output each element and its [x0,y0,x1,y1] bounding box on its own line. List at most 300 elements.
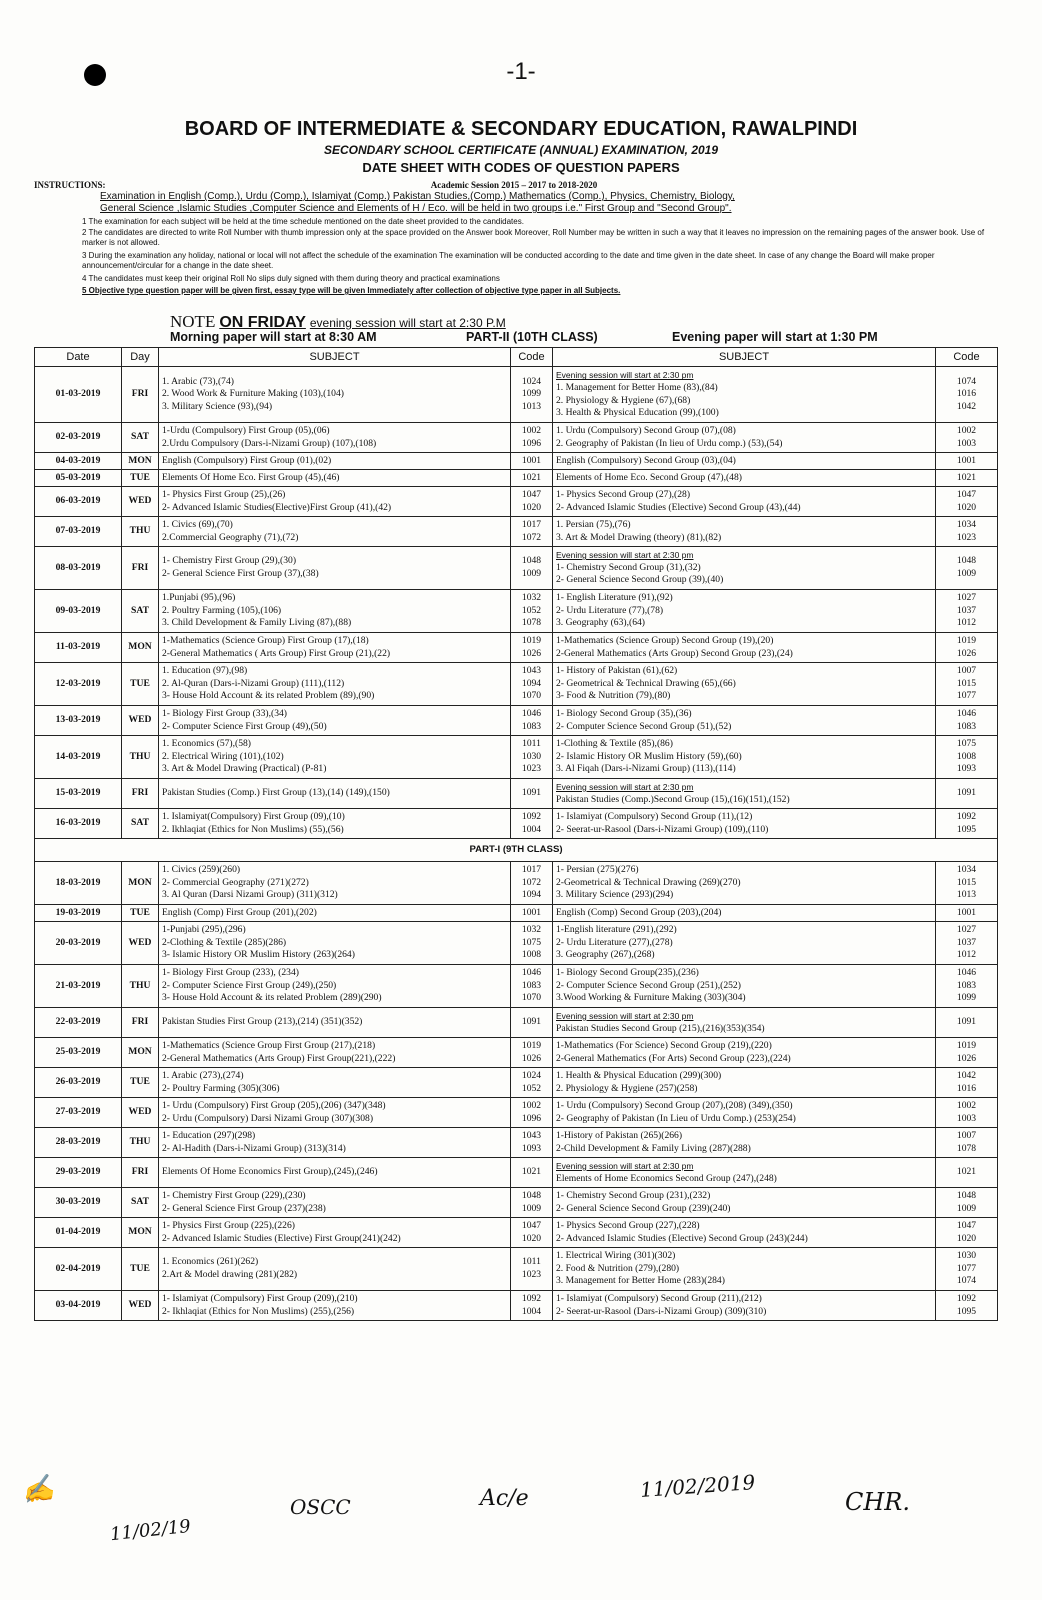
note-prefix: NOTE [170,312,216,331]
table-row [35,633,998,663]
evening-code: 1048 [956,1189,977,1201]
morning-code: 1021 [521,1166,542,1178]
evening-subject-cell [553,453,936,470]
evening-subject-line: 3.Wood Working & Furniture Making (303)(304) [556,992,746,1004]
morning-subject-line: 1- Physics First Group (225),(226) [162,1219,295,1231]
morning-code-cell [511,633,553,663]
morning-code-cell [511,965,553,1008]
morning-code: 1023 [521,1269,542,1280]
signature-chr: CHR. [845,1488,910,1516]
instructions-label: INSTRUCTIONS: [34,180,106,190]
morning-subject-line: 2- General Science First Group (37),(38) [162,568,319,579]
morning-subject-cell [159,470,511,487]
evening-subject-line: 3- Food & Nutrition (79),(80) [556,690,671,702]
morning-code: 1043 [521,665,542,677]
evening-subject-line: 2. Physiology & Hygiene (67),(68) [556,394,691,406]
evening-code: 1012 [956,617,977,629]
evening-subject-line: 1- Chemistry Second Group (31),(32) [556,561,701,573]
evening-code: 1019 [956,1039,977,1051]
evening-subject-line: 1- Persian (275)(276) [556,864,639,876]
morning-subject-line: 1- Biology First Group (33),(34) [162,707,287,719]
evening-code: 1034 [956,518,977,530]
evening-code: 1042 [956,1069,977,1081]
morning-code: 1093 [521,1142,542,1154]
morning-subject-line: 1- Chemistry First Group (29),(30) [162,555,297,567]
morning-code: 1001 [521,454,542,466]
morning-subject-cell [159,809,511,839]
evening-code: 1016 [956,1082,977,1094]
note-highlight: ON FRIDAY [219,314,306,331]
morning-code-cell [511,1098,553,1128]
day-cell: FRI [122,1158,159,1188]
evening-subject-cell [553,517,936,547]
morning-code-cell [511,1291,553,1321]
evening-subject-line: English (Comp) Second Group (203),(204) [556,906,722,918]
evening-subject-line: Evening session will start at 2:30 pm [556,1010,694,1021]
evening-subject-line: 3. Art & Model Drawing (theory) (81),(82) [556,531,722,543]
morning-subject-line: 3. Military Science (93),(94) [162,400,273,412]
evening-code-cell [936,922,998,965]
evening-code-cell [936,547,998,590]
day-cell: MON [122,1038,159,1068]
evening-subject-line: 2- Urdu Literature (277),(278) [556,936,673,948]
morning-subject-cell [159,1218,511,1248]
morning-code-cell [511,862,553,905]
date-cell: 04-03-2019 [35,453,122,470]
evening-code: 1027 [956,924,977,936]
morning-code: 1020 [521,1232,542,1244]
evening-subject-line: Pakistan Studies (Comp.)Second Group (15),(16)(151),(152) [556,793,790,805]
morning-code: 1052 [521,1082,542,1094]
morning-subject-cell [159,1188,511,1218]
evening-code-cell [936,1291,998,1321]
morning-subject-line: 2.Commercial Geography (71),(72) [162,531,299,543]
evening-subject-line: 2. Food & Nutrition (279),(280) [556,1262,680,1274]
evening-subject-cell [553,663,936,706]
evening-subject-cell [553,1008,936,1038]
morning-subject-cell [159,706,511,736]
table-row [35,922,998,965]
instruction-5: 5 Objective type question paper will be given first, essay type will be given Immediately after collection of objective type paper in all Subjects. [82,286,621,295]
morning-code-cell [511,779,553,809]
morning-subject-cell [159,905,511,922]
morning-code-cell [511,809,553,839]
date-cell: 28-03-2019 [35,1128,122,1158]
evening-subject-line: 1-English literature (291),(292) [556,924,677,936]
table-row [35,1218,998,1248]
morning-code: 1091 [521,787,542,799]
day-cell: SAT [122,809,159,839]
evening-subject-line: Elements of Home Economics Second Group (247),(248) [556,1172,777,1184]
morning-code: 1092 [521,1292,542,1304]
table-row [35,517,998,547]
evening-subject-cell [553,779,936,809]
evening-subject-cell [553,547,936,590]
evening-subject-line: 2- Islamic History OR Muslim History (59),(60) [556,750,742,762]
evening-subject-line: 1-Clothing & Textile (85),(86) [556,738,673,750]
morning-code: 1094 [521,889,542,901]
evening-code: 1009 [956,1202,977,1214]
morning-subject-line: 2.Urdu Compulsory (Dars-i-Nizami Group) (107),(108) [162,437,377,449]
evening-subject-line: 3. Al Fiqah (Dars-i-Nizami Group) (113),(114) [556,763,736,775]
evening-subject-line: 2. Physiology & Hygiene (257)(258) [556,1082,698,1094]
morning-subject-line: 2- Advanced Islamic Studies (Elective) First Group(241)(242) [162,1232,401,1244]
morning-subject-line: 1-Urdu (Compulsory) First Group (05),(06) [162,424,330,436]
evening-subject-line: 1-Mathematics (For Science) Second Group (219),(220) [556,1039,772,1051]
evening-subject-cell [553,1068,936,1098]
evening-code: 1030 [956,1250,977,1262]
evening-subject-cell [553,922,936,965]
table-row [35,1188,998,1218]
morning-subject-line: Elements Of Home Economics First Group),(245),(246) [162,1166,378,1178]
morning-code-cell [511,1218,553,1248]
morning-subject-cell [159,590,511,633]
evening-subject-line: 3. Military Science (293)(294) [556,889,674,901]
evening-code-cell [936,423,998,453]
morning-code-cell [511,517,553,547]
evening-code-cell [936,706,998,736]
morning-code: 1032 [521,592,542,604]
table-row [35,423,998,453]
evening-subject-line: 1- Biology Second Group(235),(236) [556,967,699,979]
date-cell: 20-03-2019 [35,922,122,965]
day-cell: TUE [122,663,159,706]
table-row [35,547,998,590]
morning-subject-line: 2- General Science First Group (237)(238) [162,1202,326,1214]
day-cell: FRI [122,367,159,423]
evening-code-cell [936,1158,998,1188]
morning-code-cell [511,547,553,590]
evening-subject-line: 2-General Mathematics (Arts Group) Second Group (23),(24) [556,647,793,659]
date-cell: 18-03-2019 [35,862,122,905]
day-cell: SAT [122,590,159,633]
morning-subject-line: 2.Art & Model drawing (281)(282) [162,1269,298,1280]
evening-subject-cell [553,736,936,779]
evening-subject-line: 1- Urdu (Compulsory) Second Group (207),(208) (349),(350) [556,1099,793,1111]
morning-code-cell [511,1068,553,1098]
date-header: Date [35,348,122,367]
morning-code: 1004 [521,1305,542,1317]
evening-subject-line: 1- Physics Second Group (227),(228) [556,1219,700,1231]
evening-code: 1093 [956,763,977,775]
morning-subject-cell [159,862,511,905]
morning-code-cell [511,470,553,487]
date-cell: 25-03-2019 [35,1038,122,1068]
morning-subject-cell [159,1098,511,1128]
evening-code: 1021 [956,1166,977,1178]
evening-subject-line: 1- History of Pakistan (61),(62) [556,665,678,677]
evening-subject-cell [553,965,936,1008]
signature-oscc: OSCC [290,1495,351,1519]
morning-subject-line: 2- Advanced Islamic Studies(Elective)First Group (41),(42) [162,501,392,513]
evening-code-cell [936,1038,998,1068]
date-cell: 07-03-2019 [35,517,122,547]
table-row [35,905,998,922]
date-cell: 27-03-2019 [35,1098,122,1128]
morning-code-cell [511,1158,553,1188]
evening-subject-cell [553,423,936,453]
evening-code-cell [936,736,998,779]
evening-subject-cell [553,487,936,517]
morning-subject-line: 2. Al-Quran (Dars-i-Nizami Group) (111),(112) [162,677,345,689]
morning-subject-line: 1- Islamiyat (Compulsory) First Group (209),(210) [162,1292,358,1304]
morning-subject-header: SUBJECT [159,348,511,367]
table-row [35,487,998,517]
table-row [35,862,998,905]
evening-code: 1027 [956,592,977,604]
table-row [35,1038,998,1068]
morning-code: 1011 [522,738,541,750]
signature-ace: Ac/e [480,1486,529,1511]
morning-subject-line: 2-Clothing & Textile (285)(286) [162,936,287,948]
evening-subject-line: 2- General Science Second Group (39),(40) [556,574,724,586]
evening-subject-line: 2-Geometrical & Technical Drawing (269)(270) [556,876,741,888]
morning-code-cell [511,736,553,779]
evening-code-cell [936,965,998,1008]
evening-subject-line: Evening session will start at 2:30 pm [556,781,694,792]
morning-subject-line: 2-General Mathematics ( Arts Group) First Group (21),(22) [162,647,391,659]
evening-code: 1015 [956,876,977,888]
part2-title: PART-II (10TH CLASS) [466,330,598,344]
morning-subject-cell [159,1128,511,1158]
evening-code: 1034 [956,864,977,876]
morning-code: 1048 [521,1189,542,1201]
evening-subject-line: 2- General Science Second Group (239)(240) [556,1202,731,1214]
evening-subject-cell [553,1128,936,1158]
evening-code-cell [936,517,998,547]
evening-code: 1092 [956,810,977,822]
evening-code: 1091 [956,787,977,799]
morning-subject-line: 1- Urdu (Compulsory) First Group (205),(206) (347)(348) [162,1099,386,1111]
morning-subject-line: 3- House Hold Account & its related Problem (289)(290) [162,992,382,1004]
evening-code-cell [936,590,998,633]
evening-subject-line: 1-Mathematics (Science Group) Second Group (19),(20) [556,634,774,646]
morning-subject-line: 1.Punjabi (95),(96) [162,592,236,604]
morning-subject-line: 1. Civics (69),(70) [162,518,233,530]
evening-code: 1099 [956,992,977,1004]
date-cell: 05-03-2019 [35,470,122,487]
friday-note [170,312,506,332]
date-cell: 01-03-2019 [35,367,122,423]
morning-code: 1092 [521,810,542,822]
morning-subject-line: Elements Of Home Eco. First Group (45),(46) [162,471,340,483]
part1-title: PART-I (9TH CLASS) [35,839,998,862]
morning-code-cell [511,367,553,423]
evening-subject-cell [553,1218,936,1248]
groups-line-2: General Science ,Islamic Studies ,Computer Science and Elements of H / Eco. will be held in two groups i.e." First Group and "Second Group". [100,203,732,214]
evening-subject-cell [553,1098,936,1128]
morning-subject-line: English (Comp) First Group (201),(202) [162,906,317,918]
morning-code: 1091 [521,1016,542,1028]
day-cell: FRI [122,779,159,809]
evening-code: 1012 [956,949,977,961]
morning-code-cell [511,1248,553,1291]
date-cell: 02-04-2019 [35,1248,122,1291]
evening-code: 1047 [956,488,977,500]
morning-code: 1043 [521,1129,542,1141]
date-cell: 21-03-2019 [35,965,122,1008]
morning-code-header: Code [511,348,553,367]
morning-code: 1017 [521,518,542,530]
instruction-4: 4 The candidates must keep their original Roll No slips duly signed with them during theory and practical examinations [82,274,500,283]
evening-code: 1020 [956,1232,977,1244]
morning-subject-cell [159,1008,511,1038]
morning-code: 1075 [521,936,542,948]
day-cell: THU [122,965,159,1008]
morning-subject-cell [159,1248,511,1291]
morning-subject-cell [159,453,511,470]
morning-subject-line: 1. Civics (259)(260) [162,864,241,876]
signature-urdu-1: ✍ [20,1472,57,1508]
evening-subject-line: 2- Urdu Literature (77),(78) [556,604,664,616]
date-cell: 16-03-2019 [35,809,122,839]
timing-bar [0,330,1042,346]
table-row [35,1158,998,1188]
morning-code: 1017 [521,864,542,876]
evening-subject-cell [553,1038,936,1068]
morning-code: 1004 [521,823,542,835]
morning-subject-line: 2- Al-Hadith (Dars-i-Nizami Group) (313)(314) [162,1142,346,1154]
day-cell: MON [122,1218,159,1248]
morning-code: 1083 [521,720,542,732]
table-row [35,590,998,633]
morning-subject-line: 2. Poultry Farming (105),(106) [162,604,282,616]
evening-subject-line: 2- Seerat-ur-Rasool (Dars-i-Nizami Group) (109),(110) [556,823,769,835]
evening-subject-cell [553,905,936,922]
evening-code: 1037 [956,936,977,948]
morning-subject-cell [159,663,511,706]
table-row [35,1128,998,1158]
table-header-row [35,348,998,367]
evening-subject-line: 1- Chemistry Second Group (231),(232) [556,1189,711,1201]
evening-code: 1007 [956,1129,977,1141]
evening-code-cell [936,1218,998,1248]
evening-code: 1074 [956,375,977,387]
morning-subject-line: 1- Biology First Group (233), (234) [162,967,299,979]
evening-subject-line: 1. Health & Physical Education (299)(300) [556,1069,722,1081]
morning-subject-line: 1-Mathematics (Science Group First Group (217),(218) [162,1039,376,1051]
table-row [35,1248,998,1291]
day-cell: TUE [122,470,159,487]
evening-subject-line: 1- Islamiyat (Compulsory) Second Group (211),(212) [556,1292,762,1304]
evening-code: 1001 [956,906,977,918]
morning-subject-line: 2- Poultry Farming (305)(306) [162,1082,280,1094]
evening-code-cell [936,862,998,905]
morning-code: 1020 [521,501,542,513]
morning-subject-line: 2- Commercial Geography (271)(272) [162,876,309,888]
day-cell: WED [122,922,159,965]
evening-code: 1002 [956,1099,977,1111]
evening-code-cell [936,663,998,706]
evening-code: 1095 [956,823,977,835]
morning-subject-cell [159,736,511,779]
morning-code: 1046 [521,707,542,719]
morning-code-cell [511,1188,553,1218]
evening-subject-line: 2- Geography of Pakistan (In Lieu of Urdu Comp.) (253)(254) [556,1112,796,1124]
morning-code: 1021 [521,471,542,483]
evening-code-cell [936,1068,998,1098]
evening-subject-line: 1. Electrical Wiring (301)(302) [556,1250,676,1262]
evening-code: 1042 [956,400,977,412]
table-row [35,453,998,470]
evening-subject-cell [553,1188,936,1218]
evening-subject-line: 2-Child Development & Family Living (287)(288) [556,1142,751,1154]
evening-subject-line: 2-General Mathematics (For Arts) Second Group (223),(224) [556,1052,791,1064]
morning-code: 1070 [521,992,542,1004]
morning-subject-cell [159,779,511,809]
evening-code: 1046 [956,707,977,719]
morning-code-cell [511,453,553,470]
evening-code-cell [936,1008,998,1038]
morning-code: 1023 [521,763,542,775]
evening-subject-cell [553,1248,936,1291]
table-row [35,1068,998,1098]
morning-subject-line: 1. Education (97),(98) [162,665,248,677]
morning-subject-cell [159,517,511,547]
morning-code-cell [511,1008,553,1038]
date-cell: 01-04-2019 [35,1218,122,1248]
evening-subject-line: 3. Geography (267),(268) [556,949,655,961]
evening-subject-cell [553,862,936,905]
morning-code-cell [511,1038,553,1068]
evening-subject-line: 1. Management for Better Home (83),(84) [556,381,718,393]
morning-subject-line: 2. Wood Work & Furniture Making (103),(104) [162,388,344,400]
evening-code: 1046 [956,967,977,979]
table-row [35,779,998,809]
evening-subject-cell [553,706,936,736]
evening-subject-cell [553,1158,936,1188]
day-cell: MON [122,633,159,663]
morning-code: 1026 [521,1052,542,1064]
evening-code-cell [936,487,998,517]
morning-code: 1011 [522,1256,541,1268]
evening-code: 1003 [956,437,977,449]
morning-subject-line: Pakistan Studies First Group (213),(214) (351)(352) [162,1016,363,1028]
morning-code: 1047 [521,1219,542,1231]
morning-subject-line: 1. Economics (57),(58) [162,738,251,750]
morning-subject-line: 2- Ikhlaqiat (Ethics for Non Muslims) (255),(256) [162,1305,355,1317]
day-cell: WED [122,487,159,517]
table-row [35,809,998,839]
morning-code: 1008 [521,949,542,961]
table-row [35,663,998,706]
morning-subject-cell [159,1291,511,1321]
evening-code: 1095 [956,1305,977,1317]
day-cell: MON [122,453,159,470]
evening-code: 1007 [956,665,977,677]
evening-code-cell [936,453,998,470]
morning-subject-line: 1-Punjabi (295),(296) [162,924,246,936]
morning-code: 1009 [521,1202,542,1214]
evening-code-cell [936,633,998,663]
table-row [35,1291,998,1321]
date-cell: 29-03-2019 [35,1158,122,1188]
date-cell: 02-03-2019 [35,423,122,453]
date-cell: 09-03-2019 [35,590,122,633]
morning-subject-line: 1- Physics First Group (25),(26) [162,488,286,500]
evening-code-cell [936,779,998,809]
evening-subject-line: 1. Persian (75),(76) [556,518,631,530]
morning-subject-cell [159,487,511,517]
day-header: Day [122,348,159,367]
evening-code: 1077 [956,690,977,702]
instruction-3: 3 During the examination any holiday, national or local will not affect the schedule of the examination The examination will be conducted according to the date and time given in the date sheet. In case of any change the Board will make proper announcement/circular for a change in the date sheet. [82,251,935,270]
evening-code: 1048 [956,555,977,567]
morning-code: 1078 [521,617,542,629]
morning-subject-cell [159,1158,511,1188]
day-cell: WED [122,1098,159,1128]
evening-code: 1023 [956,531,977,543]
